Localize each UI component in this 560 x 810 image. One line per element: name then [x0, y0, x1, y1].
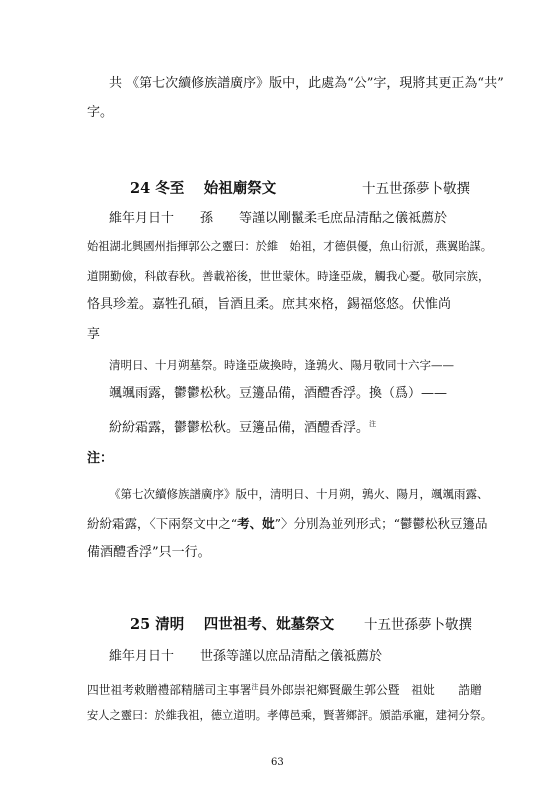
section-24-credit: 十五世孫夢卜敬撰 [362, 181, 470, 197]
section-25-credit: 十五世孫夢卜敬撰 [364, 617, 472, 633]
section-24-heading: 24 冬至 始祖廟祭文 [130, 180, 277, 197]
intro-line-1: 共 《第七次續修族譜廣序》版中，此處為“公”字，現將其更正為“共” [109, 76, 504, 91]
section-24-line-1: 維年月日十 孫 等謹以剛鬣柔毛庶品清酤之儀祗薦於 [109, 211, 448, 226]
section-25-line-1: 維年月日十 世孫等謹以庶品清酤之儀祗薦於 [109, 649, 383, 664]
note-line-2 [87, 516, 494, 532]
section-25-line-2 [87, 679, 482, 698]
note-line-2-a: 紛紛霜露，〈下兩祭文中之“ [87, 516, 238, 531]
note-line-2-b: ”〉分別為並列形式；“鬱鬱松秋豆籩品 [274, 516, 488, 531]
section-24-line-7: 颯颯雨露，鬱鬱松秋。豆籩品備，酒醴香浮。換（爲）—— [109, 386, 448, 401]
note-line-1: 《第七次續修族譜廣序》版中，清明日、十月朔，鶉火、陽月，颯颯雨露、 [109, 487, 489, 501]
section-24-line-8 [109, 416, 376, 436]
note-line-2-bold: 考、妣 [237, 516, 275, 531]
section-24-line-8-text: 紛紛霜露，鬱鬱松秋。豆籩品備，酒醴香浮。 [109, 420, 370, 436]
note-label: 注： [87, 451, 114, 466]
section-25-heading: 25 清明 四世祖考、妣墓祭文 [130, 616, 335, 633]
section-25-line-2-b: 員外郎崇祀鄉賢嚴生郭公暨 祖妣 誥贈 [258, 682, 482, 697]
note-line-3: 備酒醴香浮”只一行。 [87, 545, 211, 560]
intro-line-2: 字。 [87, 105, 114, 120]
section-24-line-3: 道開勤儉，科啟春秋。善載裕後，世世蒙休。時逢亞歲，觸我心憂。敬同宗族， [87, 269, 490, 283]
section-24-line-4: 恪具珍羞。嘉牲孔碩，旨酒且柔。庶其來格，錫福悠悠。伏惟尚 [87, 297, 452, 312]
footnote-marker-2: 注 [251, 683, 259, 691]
section-24-line-5: 享 [87, 327, 101, 342]
page-number: 63 [271, 757, 284, 768]
section-24-line-2: 始祖湖北興國州指揮郭公之靈曰：於維 始祖，才德俱優，魚山衍派，燕翼貽謀。 [87, 240, 493, 253]
section-24-line-6: 清明日、十月朔墓祭。時逢亞歲換時，逢鶉火、陽月敬同十六字—— [109, 358, 454, 372]
section-25-line-2-a: 四世祖考敕贈禮部精膳司主事署 [87, 682, 252, 697]
section-25-line-3: 安人之靈曰：於維我祖，德立道明。孝傳邑乘，賢著鄉評。頒誥承寵，建祠分祭。 [87, 709, 493, 722]
footnote-marker: 注 [369, 420, 377, 428]
